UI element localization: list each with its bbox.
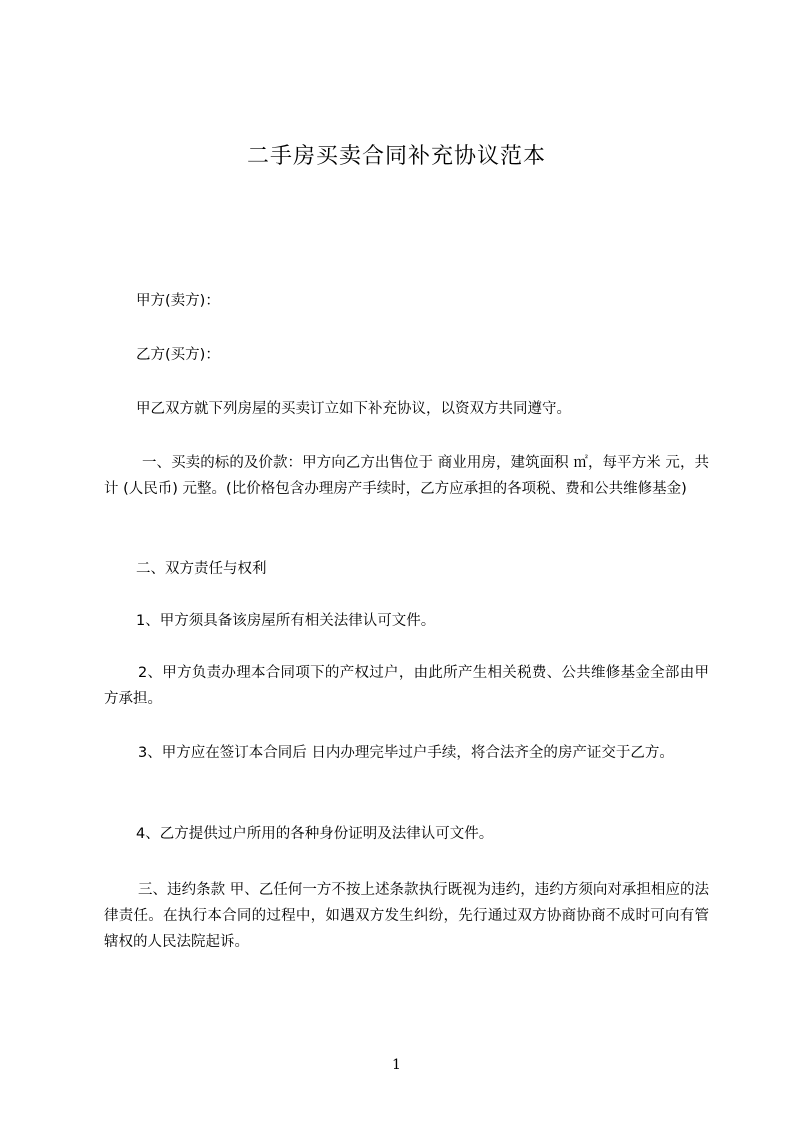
clause-1-paragraph: 一、买卖的标的及价款：甲方向乙方出售位于 商业用房，建筑面积 ㎡，每平方米 元，共计 (人民币) 元整。(比价格包含办理房产手续时，乙方应承担的各项税、费和公共维修基金) [104,455,709,497]
clause-2-item-1: 1、甲方须具备该房屋所有相关法律认可文件。 [136,613,436,629]
clause-2-item-4: 4、乙方提供过户所用的各种身份证明及法律认可文件。 [136,826,494,842]
clause-3-paragraph: 三、违约条款 甲、乙任何一方不按上述条款执行既视为违约，违约方须向对承担相应的法律责任。在执行本合同的过程中，如遇双方发生纠纷，先行通过双方协商协商不成时可向有管辖权的人民法院起诉。 [104,882,709,950]
page-number: 1 [392,1057,401,1073]
intro-paragraph: 甲乙双方就下列房屋的买卖订立如下补充协议，以资双方共同遵守。 [136,401,571,417]
document-title: 二手房买卖合同补充协议范本 [246,144,546,169]
party-a-line: 甲方(卖方)： [136,293,220,309]
clause-2-heading: 二、双方责任与权利 [136,561,267,577]
party-b-line: 乙方(买方)： [136,347,220,363]
clause-2-item-2: 2、甲方负责办理本合同项下的产权过户，由此所产生相关税费、公共维修基金全部由甲方承担。 [104,665,709,707]
clause-2-item-3: 3、甲方应在签订本合同后 日内办理完毕过户手续，将合法齐全的房产证交于乙方。 [138,745,674,761]
